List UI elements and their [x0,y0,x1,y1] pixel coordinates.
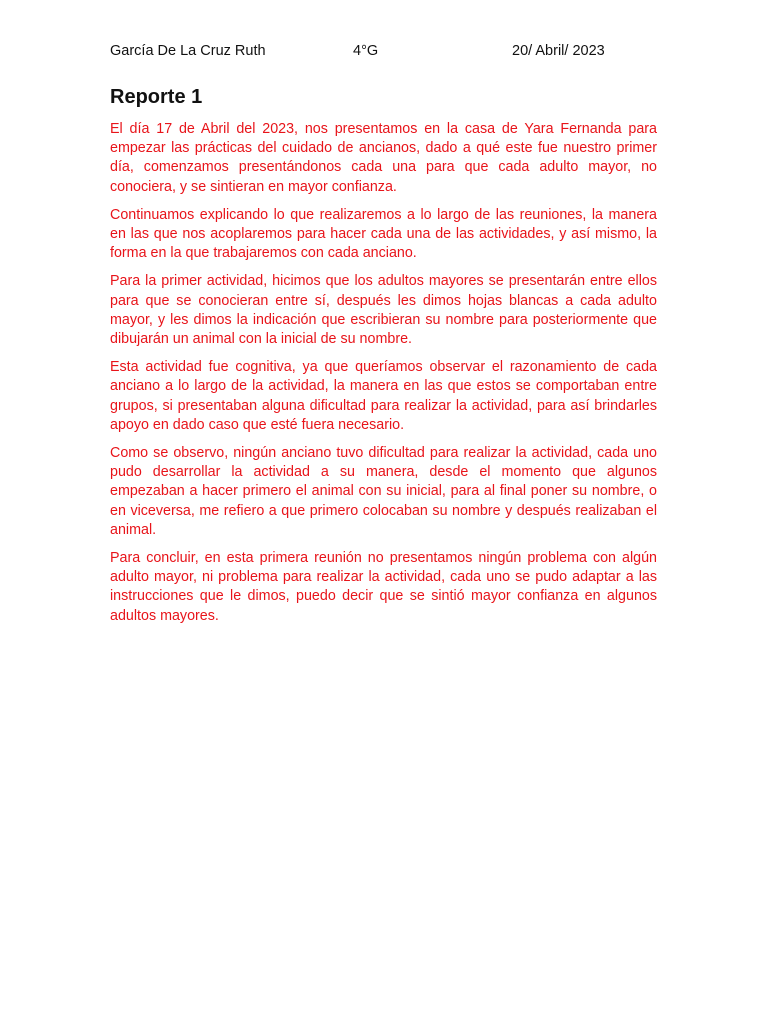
paragraph: Esta actividad fue cognitiva, ya que queríamos observar el razonamiento de cada anciano a lo largo de la actividad, la manera en las que estos se comportaban entre grupos, si presentaban alguna dificultad para realizar la actividad, para así brindarles apoyo en dado caso que esté fuera necesario. [110,359,657,433]
report-title: Reporte 1 [110,86,203,108]
report-body [110,120,657,635]
paragraph: El día 17 de Abril del 2023, nos presentamos en la casa de Yara Fernanda para empezar las prácticas del cuidado de ancianos, dado a qué este fue nuestro primer día, comenzamos presentándonos cada una para que cada adulto mayor, no conociera, y se sintieran en mayor confianza. [110,121,657,195]
paragraph: Continuamos explicando lo que realizaremos a lo largo de las reuniones, la manera en las que nos acoplaremos para hacer cada una de las actividades, y así mismo, la forma en la que trabajaremos con cada anciano. [110,206,657,262]
paragraph: Como se observo, ningún anciano tuvo dificultad para realizar la actividad, cada uno pudo desarrollar la actividad a su manera, desde el momento que algunos empezaban a hacer primero el animal con su inicial, para al final poner su nombre, o en viceversa, me refiero a que primero colocaban su nombre y después realizaban el animal. [110,445,657,538]
page-header [110,43,658,63]
report-date: 20/ Abril/ 2023 [512,43,605,59]
paragraph: Para concluir, en esta primera reunión no presentamos ningún problema con algún adulto mayor, ni problema para realizar la actividad, cada uno se pudo adaptar a las instrucciones que le dimos, puedo decir que se sintió mayor confianza en algunos adultos mayores. [110,550,657,624]
paragraph: Para la primer actividad, hicimos que los adultos mayores se presentarán entre ellos para que se conocieran entre sí, después les dimos hojas blancas a cada adulto mayor, y les dimos la indicación que escribieran su nombre para posteriormente que dibujarán un animal con la inicial de su nombre. [110,273,657,348]
group-label: 4°G [353,43,379,59]
author-name: García De La Cruz Ruth [110,43,266,59]
